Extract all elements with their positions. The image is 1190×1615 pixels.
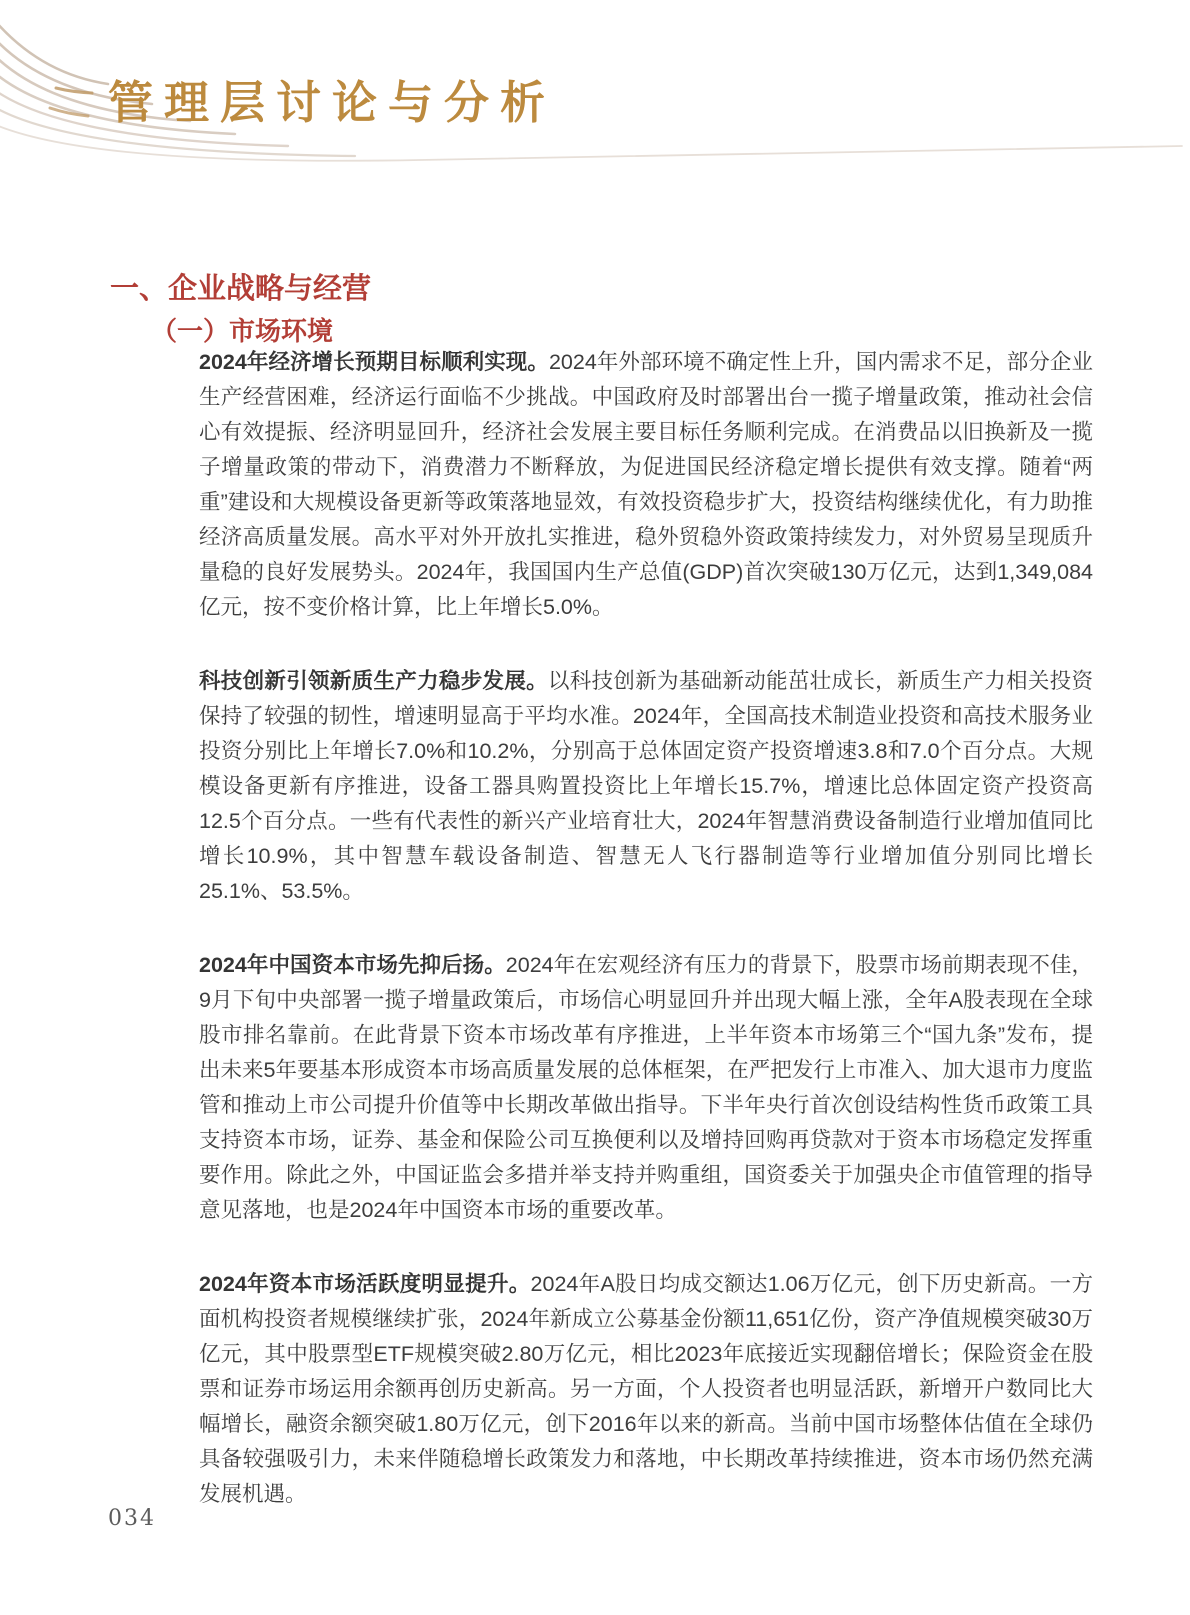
paragraph-lead: 2024年经济增长预期目标顺利实现。 <box>199 350 549 374</box>
paragraph-body: 2024年在宏观经济有压力的背景下，股票市场前期表现不佳，9月下旬中央部署一揽子增量政策后，市场信心明显回升并出现大幅上涨，全年A股表现在全球股市排名靠前。在此背景下资本市场改革有序推进，上半年资本市场第三个“国九条”发布，提出未来5年要基本形成资本市场高质量发展的总体框架，在严把发行上市准入、加大退市力度监管和推动上市公司提升价值等中长期改革做出指导。下半年央行首次创设结构性货币政策工具支持资本市场，证券、基金和保险公司互换便利以及增持回购再贷款对于资本市场稳定发挥重要作用。除此之外，中国证监会多措并举支持并购重组，国资委关于加强央企市值管理的指导意见落地，也是2024年中国资本市场的重要改革。 <box>199 953 1093 1222</box>
paragraph-body: 2024年外部环境不确定性上升，国内需求不足，部分企业生产经营困难，经济运行面临不少挑战。中国政府及时部署出台一揽子增量政策，推动社会信心有效提振、经济明显回升，经济社会发展主要目标任务顺利完成。在消费品以旧换新及一揽子增量政策的带动下，消费潜力不断释放，为促进国民经济稳定增长提供有效支撑。随着“两重”建设和大规模设备更新等政策落地显效，有效投资稳步扩大，投资结构继续优化，有力助推经济高质量发展。高水平对外开放扎实推进，稳外贸稳外资政策持续发力，对外贸易呈现质升量稳的良好发展势头。2024年，我国国内生产总值(GDP)首次突破130万亿元，达到1,349,084亿元，按不变价格计算，比上年增长5.0%。 <box>199 350 1093 619</box>
paragraph-lead: 科技创新引领新质生产力稳步发展。 <box>199 669 548 693</box>
page-number: 034 <box>108 1506 156 1531</box>
chapter-title: 管理层讨论与分析 <box>108 78 557 128</box>
paragraph-tech-innovation <box>199 664 1093 909</box>
paragraph-lead: 2024年资本市场活跃度明显提升。 <box>199 1272 531 1296</box>
paragraph-lead: 2024年中国资本市场先抑后扬。 <box>199 953 506 977</box>
body-text-column <box>199 345 1093 1551</box>
paragraph-capital-market-trend <box>199 948 1093 1228</box>
paragraph-market-activity <box>199 1267 1093 1512</box>
paragraph-body: 2024年A股日均成交额达1.06万亿元，创下历史新高。一方面机构投资者规模继续扩张，2024年新成立公募基金份额11,651亿份，资产净值规模突破30万亿元，其中股票型ETF规模突破2.80万亿元，相比2023年底接近实现翻倍增长；保险资金在股票和证券市场运用余额再创历史新高。另一方面，个人投资者也明显活跃，新增开户数同比大幅增长，融资余额突破1.80万亿元，创下2016年以来的新高。当前中国市场整体估值在全球仍具备较强吸引力，未来伴随稳增长政策发力和落地，中长期改革持续推进，资本市场仍然充满发展机遇。 <box>199 1272 1093 1506</box>
paragraph-economic-growth <box>199 345 1093 625</box>
paragraph-body: 以科技创新为基础新动能茁壮成长，新质生产力相关投资保持了较强的韧性，增速明显高于平均水准。2024年，全国高技术制造业投资和高技术服务业投资分别比上年增长7.0%和10.2%，分别高于总体固定资产投资增速3.8和7.0个百分点。大规模设备更新有序推进，设备工器具购置投资比上年增长15.7%，增速比总体固定资产投资高12.5个百分点。一些有代表性的新兴产业培育壮大，2024年智慧消费设备制造行业增加值同比增长10.9%，其中智慧车载设备制造、智慧无人飞行器制造等行业增加值分别同比增长25.1%、53.5%。 <box>199 669 1093 903</box>
section-heading-level1: 一、企业战略与经营 <box>110 273 372 305</box>
section-heading-level2: （一）市场环境 <box>151 316 334 346</box>
